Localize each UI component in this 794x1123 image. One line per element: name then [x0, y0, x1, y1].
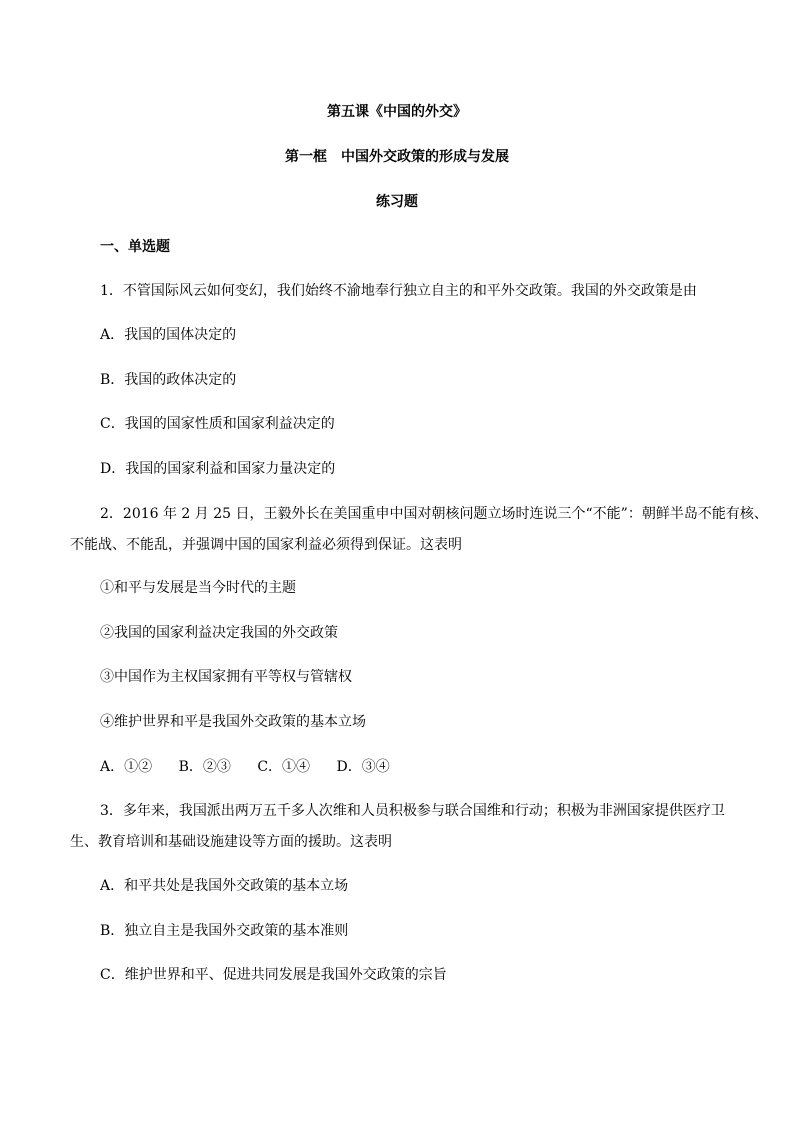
question-3-stem-line-2: 生、教育培训和基础设施建设等方面的援助。这表明: [70, 834, 392, 850]
question-2-choice-c: C．①④: [257, 759, 311, 775]
question-2-choice-a: A．①②: [100, 759, 153, 775]
question-2-choice-d: D．③④: [336, 759, 390, 775]
page-subtitle: 第一框 中国外交政策的形成与发展: [285, 149, 509, 165]
question-1-stem: 1．不管国际风云如何变幻，我们始终不渝地奉行独立自主的和平外交政策。我国的外交政策是由: [100, 283, 697, 299]
question-2-choice-b: B．②③: [178, 759, 231, 775]
question-1-option-c: C．我国的国家性质和国家利益决定的: [100, 416, 335, 432]
question-3-stem-line-1: 3．多年来，我国派出两万五千多人次维和人员积极参与联合国维和行动；积极为非洲国家提供医疗卫: [100, 803, 725, 819]
question-3-option-c: C．维护世界和平、促进共同发展是我国外交政策的宗旨: [100, 967, 447, 983]
question-2-stem-line-2: 不能战、不能乱，并强调中国的国家利益必须得到保证。这表明: [70, 537, 462, 553]
question-1-option-b: B．我国的政体决定的: [100, 372, 237, 388]
page-title: 第五课《中国的外交》: [327, 104, 467, 120]
question-2-statement-1: ①和平与发展是当今时代的主题: [100, 580, 296, 596]
exercise-label: 练习题: [376, 194, 418, 210]
section-heading: 一、单选题: [100, 239, 170, 255]
question-2-statement-3: ③中国作为主权国家拥有平等权与管辖权: [100, 669, 352, 685]
question-1-option-d: D．我国的国家利益和国家力量决定的: [100, 461, 336, 477]
question-1-option-a: A．我国的国体决定的: [100, 327, 237, 343]
question-2-statement-2: ②我国的国家利益决定我国的外交政策: [100, 625, 338, 641]
question-2-statement-4: ④维护世界和平是我国外交政策的基本立场: [100, 714, 366, 730]
question-2-choices: [100, 757, 412, 777]
question-3-option-a: A．和平共处是我国外交政策的基本立场: [100, 878, 349, 894]
question-2-stem-line-1: 2．2016 年 2 月 25 日，王毅外长在美国重申中国对朝核问题立场时连说三个“不能”：朝鲜半岛不能有核、: [100, 506, 768, 522]
question-3-option-b: B．独立自主是我国外交政策的基本准则: [100, 923, 349, 939]
